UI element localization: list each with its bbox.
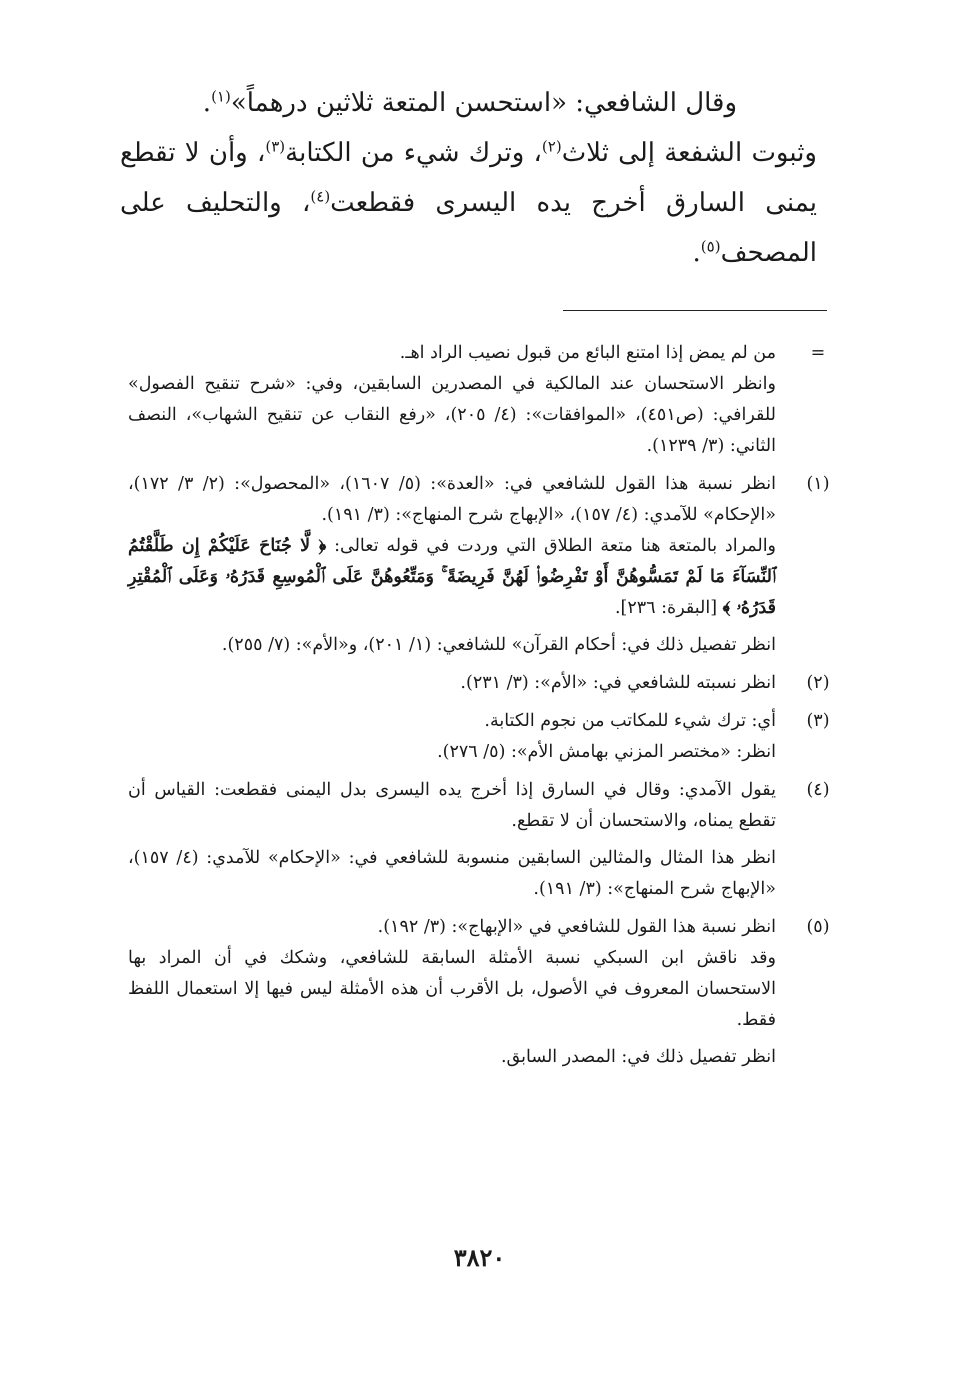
footnote-ref-5[interactable]: (٥) — [700, 237, 721, 256]
footnote-text-part: والمراد بالمتعة هنا متعة الطلاق التي وردت في قوله تعالى: — [326, 536, 777, 556]
footnote-text: من لم يمض إذا امتنع البائع من قبول نصيب الراد اهـ. — [399, 343, 776, 363]
main-paragraph-2 — [120, 128, 845, 278]
footnote-ref-3[interactable]: (٣) — [265, 137, 286, 156]
quran-verse: ﴿ لَّا جُنَاحَ عَلَيْكُمْ إِن طَلَّقْتُمُ ٱلنِّسَآءَ مَا لَمْ تَمَسُّوهُنَّ أَوْ تَفْرِضُوا۟ لَهُنَّ فَرِيضَةً ۚ وَمَتِّعُوهُنَّ عَلَى ٱلْمُوسِعِ قَدَرُهُۥ وَعَلَى ٱلْمُقْتِرِ قَدَرُهُۥ ﴾ — [128, 536, 776, 618]
page-number: ٣٨٢٠ — [453, 1243, 506, 1272]
footnotes-section — [128, 338, 846, 1080]
footnote-text: انظر هذا المثال والمثالين السابقين منسوبة للشافعي في: «الإحكام» للآمدي: (٤/ ١٥٧)، «الإبهاج شرح المنهاج»: (٣/ ١٩١). — [128, 848, 776, 899]
main-line2-part-d: ، والتحليف على المصحف — [120, 188, 817, 268]
footnote-text: انظر: «مختصر المزني بهامش الأم»: (٥/ ٢٧٦). — [437, 742, 776, 762]
footnote-ref-2[interactable]: (٢) — [541, 137, 562, 156]
footnote-1 — [128, 469, 846, 661]
footnote-text: انظر تفصيل ذلك في: المصدر السابق. — [500, 1047, 776, 1067]
main-text — [120, 78, 845, 278]
footnote-5 — [128, 912, 846, 1073]
footnote-2 — [128, 668, 846, 699]
footnote-text: انظر نسبته للشافعي في: «الأم»: (٣/ ٢٣١). — [460, 673, 776, 693]
footnote-number: (٥) — [806, 917, 830, 937]
footnote-text: انظر تفصيل ذلك في: أحكام القرآن» للشافعي: (١/ ٢٠١)، و«الأم»: (٧/ ٢٥٥). — [221, 635, 776, 655]
footnote-text: يقول الآمدي: وقال في السارق إذا أخرج يده اليسرى بدل اليمنى فقطعت: القياس أن تقطع يمناه، والاستحسان أن لا تقطع. — [128, 780, 776, 831]
footnote-4 — [128, 775, 846, 905]
continuation-marker: = — [810, 343, 826, 363]
footnote-text: أي: ترك شيء للمكاتب من نجوم الكتابة. — [484, 711, 776, 731]
main-paragraph-1 — [120, 78, 845, 128]
verse-reference: [البقرة: ٢٣٦]. — [614, 598, 723, 618]
footnote-text: انظر نسبة هذا القول للشافعي في: «العدة»: (٥/ ١٦٠٧)، «المحصول»: (٢/ ٣/ ١٧٢)، «الإحكام» للآمدي: (٤/ ١٥٧)، «الإبهاج شرح المنهاج»: (٣/ ١٩١). — [128, 474, 776, 525]
main-line2-period: . — [692, 238, 701, 268]
footnote-text — [128, 531, 776, 624]
footnote-number: (١) — [806, 474, 830, 494]
main-line1-period: . — [202, 88, 212, 118]
footnote-3 — [128, 706, 846, 768]
footnote-ref-4[interactable]: (٤) — [310, 187, 331, 206]
main-line2-part-c: ، وأن لا تقطع يمنى السارق أخرج يده اليسرى فقطعت — [120, 138, 817, 218]
footnote-number: (٣) — [806, 711, 830, 731]
footnote-text: انظر نسبة هذا القول للشافعي في «الإبهاج»: (٣/ ١٩٢). — [377, 917, 776, 937]
footnote-text: وانظر الاستحسان عند المالكية في المصدرين السابقين، وفي: «شرح تنقيح الفصول» للقرافي: (ص٤٥١)، «الموافقات»: (٤/ ٢٠٥)، «رفع النقاب عن تنقيح الشهاب»، النصف الثاني: (٣/ ١٢٣٩). — [128, 374, 776, 456]
footnote-ref-1[interactable]: (١) — [211, 87, 231, 106]
main-line2-part-b: ، وترك شيء من الكتابة — [285, 138, 542, 168]
footnote-separator — [563, 310, 827, 311]
footnote-continued — [128, 338, 846, 462]
main-line1-text: وقال الشافعي: «استحسن المتعة ثلاثين درهماً» — [230, 88, 737, 118]
footnote-number: (٤) — [806, 780, 830, 800]
footnote-number: (٢) — [806, 673, 830, 693]
footnote-text: وقد ناقش ابن السبكي نسبة الأمثلة السابقة للشافعي، وشكك في أن المراد بها الاستحسان المعروف في الأصول، بل الأقرب أن هذه الأمثلة ليس فيها إلا استعمال اللفظ فقط. — [128, 948, 776, 1030]
main-line2-part-a: وثبوت الشفعة إلى ثلاث — [561, 138, 817, 168]
